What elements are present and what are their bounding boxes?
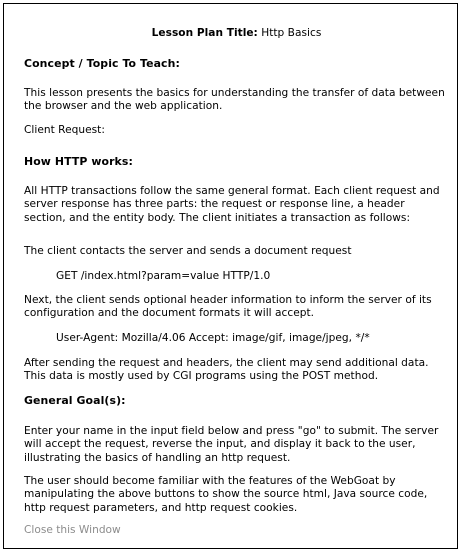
how-paragraph-3 [24,294,449,321]
client-request-label [24,124,449,137]
client-request-text: Client Request: [24,124,105,136]
header-line-text: User-Agent: Mozilla/4.06 Accept: image/gif, image/jpeg, */* [56,332,370,344]
goal-paragraph-1 [24,425,449,465]
how-heading [24,155,449,168]
how-paragraph-1-text: All HTTP transactions follow the same general format. Each client request and server response has three parts: the request or response line, a header section, and the entity body. The client initiates a transaction as follows: [24,185,440,224]
concept-paragraph-text: This lesson presents the basics for understanding the transfer of data between the browser and the web application. [24,87,445,113]
lesson-title-value: Http Basics [261,27,322,39]
goal-paragraph-2 [24,475,449,515]
how-paragraph-2 [24,245,449,258]
close-window [24,524,449,537]
lesson-title-label: Lesson Plan Title: [151,27,258,39]
concept-paragraph [24,87,449,114]
how-paragraph-4 [24,357,449,384]
request-line-code [24,270,463,283]
goal-paragraph-1-text: Enter your name in the input field below and press "go" to submit. The server will accept the request, reverse the input, and display it back to the user, illustrating the basics of handling an http request. [24,425,439,464]
how-paragraph-1 [24,185,449,225]
how-heading-text: How HTTP works: [24,155,133,168]
lesson-plan-window [3,3,458,549]
concept-heading [24,57,449,70]
goal-heading [24,394,449,407]
how-paragraph-3-text: Next, the client sends optional header information to inform the server of its configuration and the document formats it will accept. [24,294,432,320]
lesson-title [24,27,449,40]
how-paragraph-4-text: After sending the request and headers, the client may send additional data. This data is mostly used by CGI programs using the POST method. [24,357,429,383]
close-window-link[interactable]: Close this Window [24,524,121,536]
request-line-text: GET /index.html?param=value HTTP/1.0 [56,270,271,282]
concept-heading-text: Concept / Topic To Teach: [24,57,180,70]
how-paragraph-2-text: The client contacts the server and sends a document request [24,245,352,257]
header-line-code [24,332,463,345]
goal-heading-text: General Goal(s): [24,394,126,407]
goal-paragraph-2-text: The user should become familiar with the features of the WebGoat by manipulating the above buttons to show the source html, Java source code, http request parameters, and http request cookies. [24,475,428,514]
